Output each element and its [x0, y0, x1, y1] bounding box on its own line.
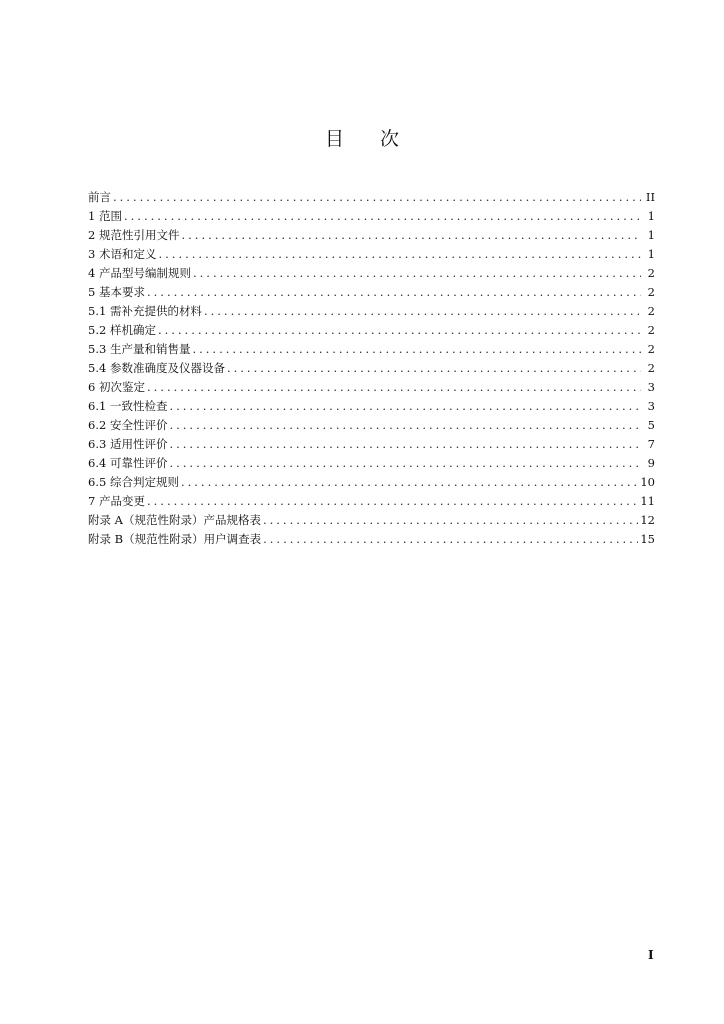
toc-leader-dots [204, 302, 641, 321]
toc-leader-dots [263, 511, 638, 530]
toc-entry[interactable] [88, 359, 655, 378]
toc-entry-label: 6.5 综合判定规则 [88, 475, 179, 489]
toc-entry[interactable] [88, 321, 655, 340]
toc-entry-label: 附录 A（规范性附录）产品规格表 [88, 513, 261, 527]
toc-entry-label: 6.2 安全性评价 [88, 418, 168, 432]
toc-entry[interactable] [88, 397, 655, 416]
toc-leader-dots [181, 226, 641, 245]
toc-entry[interactable] [88, 416, 655, 435]
toc-leader-dots [147, 492, 638, 511]
toc-entry[interactable] [88, 473, 655, 492]
toc-entry-page: 1 [647, 209, 655, 223]
toc-entry-page: 3 [647, 399, 655, 413]
toc-entry-page: 10 [640, 475, 655, 489]
toc-leader-dots [169, 435, 641, 454]
toc-entry[interactable] [88, 530, 655, 549]
toc-entry-label: 5.4 参数准确度及仪器设备 [88, 361, 225, 375]
toc-entry[interactable] [88, 302, 655, 321]
toc-entry-label: 5.3 生产量和销售量 [88, 342, 191, 356]
toc-entry[interactable] [88, 283, 655, 302]
toc-entry[interactable] [88, 378, 655, 397]
toc-entry-page: 11 [640, 494, 655, 508]
toc-entry[interactable] [88, 340, 655, 359]
toc-entry-label: 6.4 可靠性评价 [88, 456, 168, 470]
toc-entry-label: 5.2 样机确定 [88, 323, 156, 337]
toc-entry-label: 1 范围 [88, 209, 122, 223]
toc-leader-dots [181, 473, 638, 492]
toc-leader-dots [227, 359, 641, 378]
toc-leader-dots [263, 530, 638, 549]
toc-leader-dots [158, 321, 641, 340]
toc-entry-page: 2 [647, 304, 655, 318]
toc-entry-page: 9 [647, 456, 655, 470]
toc-entry-label: 6 初次鉴定 [88, 380, 145, 394]
toc-leader-dots [147, 378, 641, 397]
toc-entry-page: 2 [647, 323, 655, 337]
toc-entry-label: 4 产品型号编制规则 [88, 266, 191, 280]
toc-entry[interactable] [88, 245, 655, 264]
toc-entry-page: 2 [647, 285, 655, 299]
toc-entry[interactable] [88, 492, 655, 511]
toc-entry-page: 7 [647, 437, 655, 451]
page-title: 目次 [324, 128, 435, 150]
toc-entry-label: 5 基本要求 [88, 285, 145, 299]
toc-leader-dots [169, 397, 641, 416]
toc-leader-dots [169, 454, 641, 473]
toc-leader-dots [169, 416, 641, 435]
toc-entry-label: 6.3 适用性评价 [88, 437, 168, 451]
toc-entry[interactable] [88, 435, 655, 454]
toc-leader-dots [192, 340, 641, 359]
table-of-contents [88, 188, 655, 549]
toc-entry-page: 2 [647, 266, 655, 280]
toc-leader-dots [193, 264, 641, 283]
toc-entry-page: II [645, 190, 655, 204]
toc-leader-dots [124, 207, 641, 226]
toc-entry-label: 附录 B（规范性附录）用户调查表 [88, 532, 262, 546]
toc-entry-label: 7 产品变更 [88, 494, 145, 508]
toc-entry-label: 2 规范性引用文件 [88, 228, 180, 242]
toc-entry[interactable] [88, 454, 655, 473]
toc-entry-page: 3 [647, 380, 655, 394]
toc-leader-dots [147, 283, 641, 302]
toc-entry-label: 6.1 一致性检查 [88, 399, 168, 413]
toc-entry[interactable] [88, 226, 655, 245]
toc-entry[interactable] [88, 188, 655, 207]
page-number: I [648, 948, 654, 962]
toc-leader-dots [158, 245, 641, 264]
toc-entry-page: 1 [647, 247, 655, 261]
toc-entry-page: 2 [647, 342, 655, 356]
toc-entry-label: 前言 [88, 190, 111, 204]
toc-entry[interactable] [88, 511, 655, 530]
toc-entry-label: 3 术语和定义 [88, 247, 157, 261]
toc-entry[interactable] [88, 264, 655, 283]
toc-entry[interactable] [88, 207, 655, 226]
toc-entry-page: 15 [640, 532, 655, 546]
toc-entry-page: 2 [647, 361, 655, 375]
toc-leader-dots [113, 188, 641, 207]
toc-entry-page: 12 [640, 513, 655, 527]
toc-entry-page: 5 [647, 418, 655, 432]
toc-entry-page: 1 [647, 228, 655, 242]
toc-entry-label: 5.1 需补充提供的材料 [88, 304, 202, 318]
